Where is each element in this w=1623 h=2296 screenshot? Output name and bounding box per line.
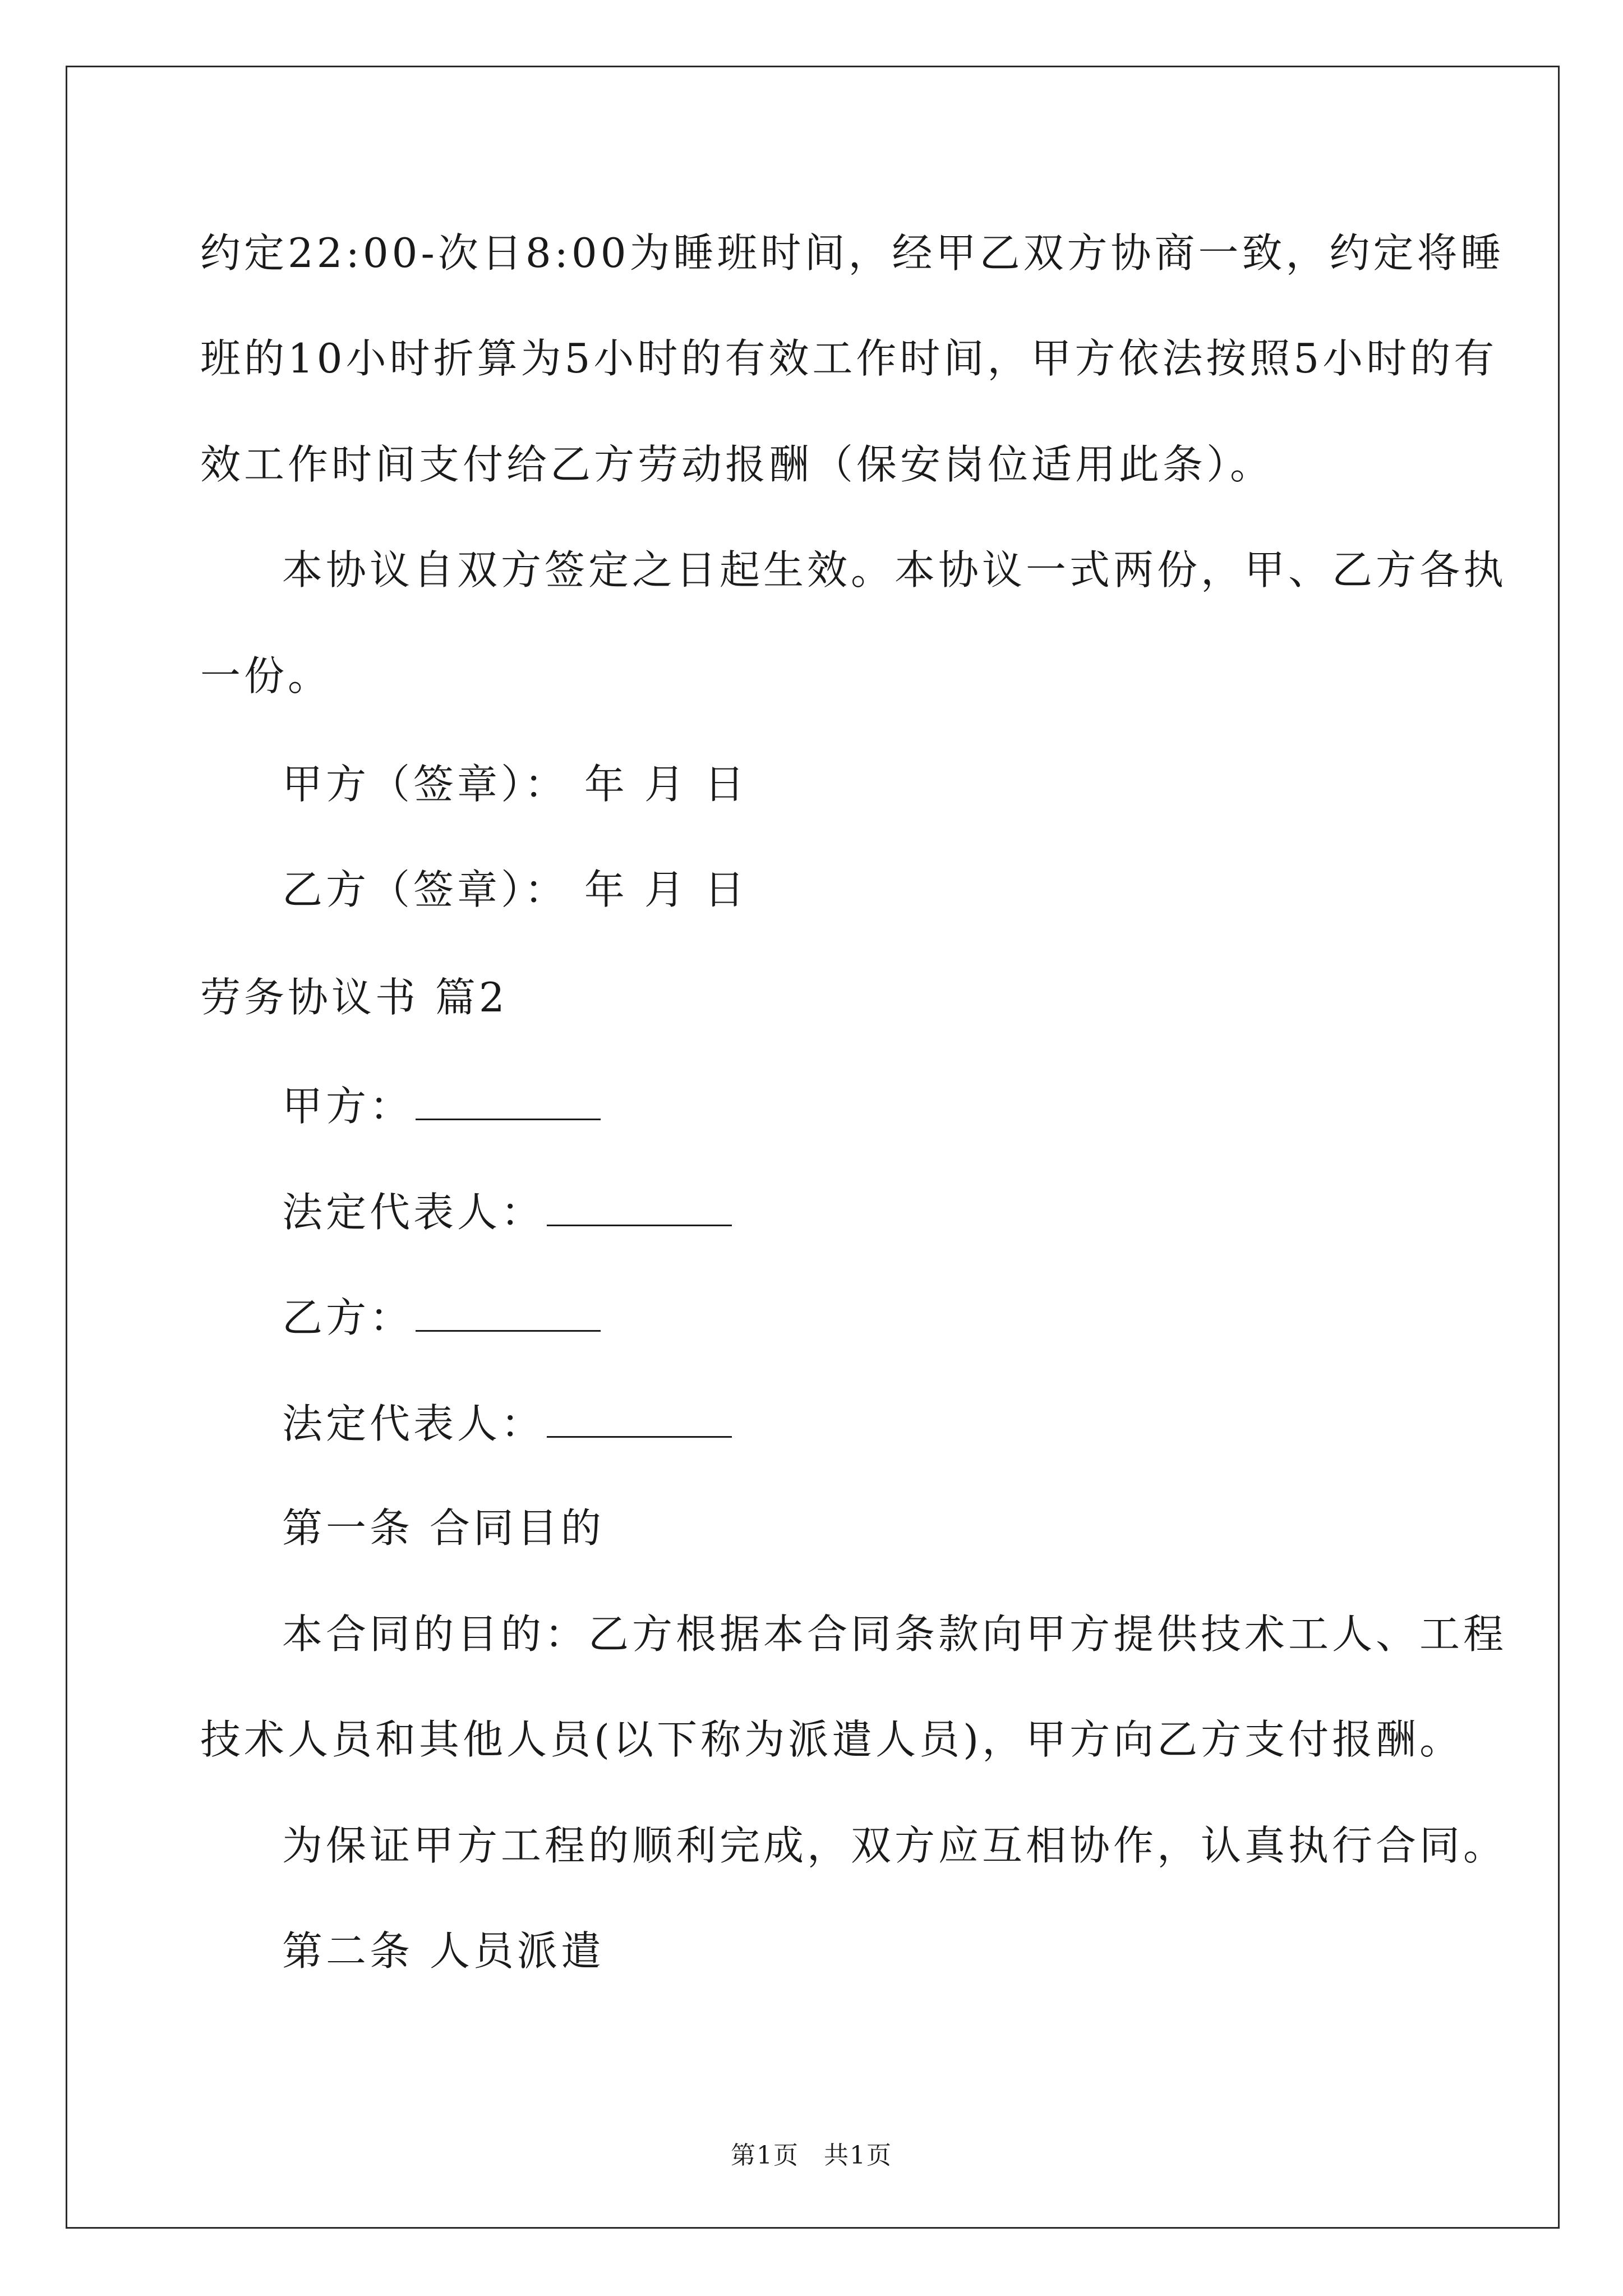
section-heading: 劳务协议书 篇2 (200, 974, 508, 1021)
paragraph-line: 技术人员和其他人员(以下称为派遣人员)，甲方向乙方支付报酬。 (200, 1716, 1464, 1763)
party-b-rep-field (282, 1400, 732, 1447)
paragraph-line: 为保证甲方工程的顺利完成，双方应互相协作，认真执行合同。 (282, 1822, 1507, 1869)
article-heading: 第一条 合同目的 (282, 1504, 605, 1552)
party-a-rep-blank[interactable] (547, 1191, 732, 1226)
party-b-rep-blank[interactable] (547, 1402, 732, 1438)
party-a-rep-label: 法定代表人： (282, 1189, 545, 1236)
paragraph-line: 本协议自双方签定之日起生效。本协议一式两份，甲、乙方各执 (282, 546, 1507, 593)
paragraph-line: 效工作时间支付给乙方劳动报酬（保安岗位适用此条）。 (200, 441, 1274, 488)
article-heading: 第二条 人员派遣 (282, 1927, 605, 1975)
page-footer (0, 2135, 1623, 2171)
party-a-label: 甲方： (282, 1083, 414, 1130)
page-border (66, 66, 1560, 2229)
party-a-field (282, 1083, 601, 1130)
paragraph-line: 班的10小时折算为5小时的有效工作时间，甲方依法按照5小时的有 (200, 335, 1498, 382)
paragraph-line: 本合同的目的：乙方根据本合同条款向甲方提供技术工人、工程 (282, 1611, 1507, 1658)
party-b-rep-label: 法定代表人： (282, 1400, 545, 1447)
page-number: 第1页 (731, 2141, 799, 2170)
party-b-blank[interactable] (416, 1296, 601, 1332)
page-total: 共1页 (824, 2141, 892, 2170)
party-a-rep-field (282, 1189, 732, 1236)
party-a-signature-line: 甲方（签章）： 年 月 日 (282, 761, 748, 808)
party-b-signature-line: 乙方（签章）： 年 月 日 (282, 866, 748, 913)
paragraph-line: 约定22:00-次日8:00为睡班时间，经甲乙双方协商一致，约定将睡 (200, 229, 1505, 277)
party-a-blank[interactable] (416, 1085, 601, 1120)
paragraph-line: 一份。 (200, 652, 332, 700)
party-b-label: 乙方： (282, 1294, 414, 1341)
party-b-field (282, 1294, 601, 1341)
